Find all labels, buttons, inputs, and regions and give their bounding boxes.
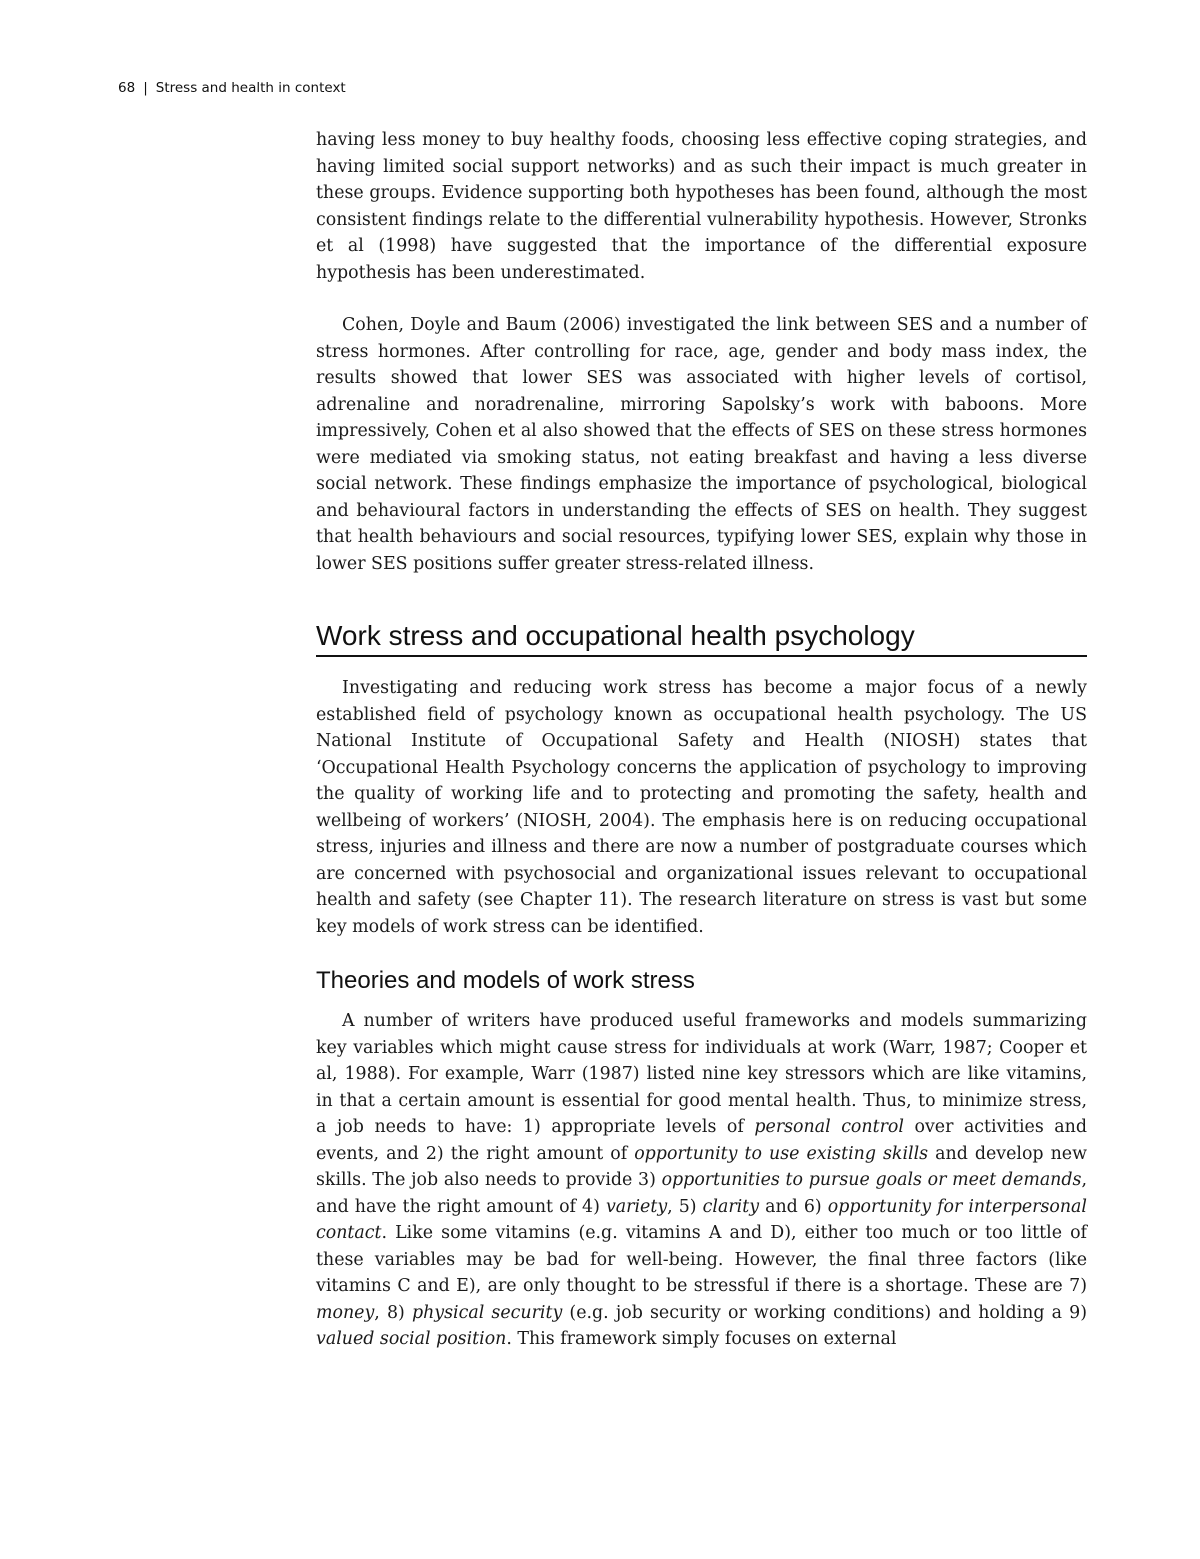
text-run: , and have the right amount of 4) (316, 1170, 1087, 1217)
paragraph-cohen-ses: Cohen, Doyle and Baum (2006) investigated the link between SES and a number of stress hormones. After controlling for race, age, gender and body mass index, the results showed that lower SES was associated with higher levels of cortisol, adrenaline and noradrenaline, mirroring Sapolsky’s work with baboons. More impressively, Cohen et al also showed that the effects of SES on these stress hormones were mediated via smoking status, not eating breakfast and having a less diverse social network. These findings emphasize the importance of psychological, biological and behavioural factors in understanding the effects of SES on health. They suggest that health behaviours and social resources, typifying lower SES, explain why those in lower SES positions suffer greater stress-related illness. (316, 315, 1087, 574)
paragraph-continued: having less money to buy healthy foods, choosing less effective coping strategies, and having limited social support networks) and as such their impact is much greater in these groups. Evidence supporting both hypotheses has been found, although the most consistent findings relate to the differential vulnerability hypothesis. However, Stronks et al (1998) have suggested that the importance of the differential exposure hypothesis has been underestimated. (316, 130, 1087, 283)
paragraph-occupational-health: Investigating and reducing work stress has become a major focus of a newly established field of psychology known as occupational health psychology. The US National Institute of Occupational Safety and Health (NIOSH) states that ‘Occupational Health Psychology concerns the application of psychology to improving the quality of working life and to protecting and promoting the safety, health and wellbeing of workers’ (NIOSH, 2004). The emphasis here is on reducing occupational stress, injuries and illness and there are now a number of postgraduate courses which are concerned with psychosocial and organizational issues relevant to occupational health and safety (see Chapter 11). The research literature on stress is vast but some key models of work stress can be identified. (316, 678, 1087, 937)
text-run: . Like some vitamins (e.g. vitamins A and D), either too much or too little of these variables may be bad for well-being. However, the final three factors (like vitamins C and E), are only thought to be stressful if there is a shortage. These are 7) (316, 1223, 1087, 1296)
text-run: and develop new skills. The job also needs to provide 3) (316, 1143, 1087, 1190)
text-run: (e.g. job security or working conditions) and holding a 9) (562, 1302, 1088, 1323)
text-run: A number of writers have produced useful frameworks and models summarizing key variables which might cause stress for individuals at work (Warr, 1987; Cooper et al, 1988). For example, Warr (1987) listed nine key stressors which are like vitamins, in that a certain amount is essential for good mental health. Thus, to minimize stress, a job needs to have: 1) appropriate levels of (316, 1011, 1087, 1137)
running-head (118, 80, 346, 96)
emphasis-term: money (316, 1302, 375, 1323)
emphasis-term: clarity (702, 1196, 760, 1217)
text-run: , 8) (374, 1302, 412, 1323)
paragraph-warr-vitamins (316, 1008, 1087, 1353)
subsection-heading: Theories and models of work stress (316, 967, 695, 994)
text-run: and 6) (759, 1196, 828, 1217)
emphasis-term: personal control (754, 1117, 904, 1137)
emphasis-term: variety (605, 1196, 668, 1217)
emphasis-term: valued social position (316, 1329, 507, 1349)
emphasis-term: opportunities to pursue goals or meet demands (661, 1170, 1082, 1190)
text-run: over activities and events, and 2) the right amount of (316, 1117, 1087, 1164)
section-heading: Work stress and occupational health psychology (316, 619, 1087, 657)
main-text-column (316, 127, 1087, 1353)
header-separator: | (143, 80, 148, 96)
running-title: Stress and health in context (155, 80, 346, 96)
page-number: 68 (118, 80, 136, 96)
text-run: . This framework simply focuses on external (506, 1329, 897, 1349)
emphasis-term: opportunity to use existing skills (634, 1143, 929, 1164)
emphasis-term: opportunity for interpersonal contact (316, 1196, 1087, 1243)
text-run: , 5) (667, 1196, 703, 1217)
emphasis-term: physical security (411, 1302, 563, 1323)
